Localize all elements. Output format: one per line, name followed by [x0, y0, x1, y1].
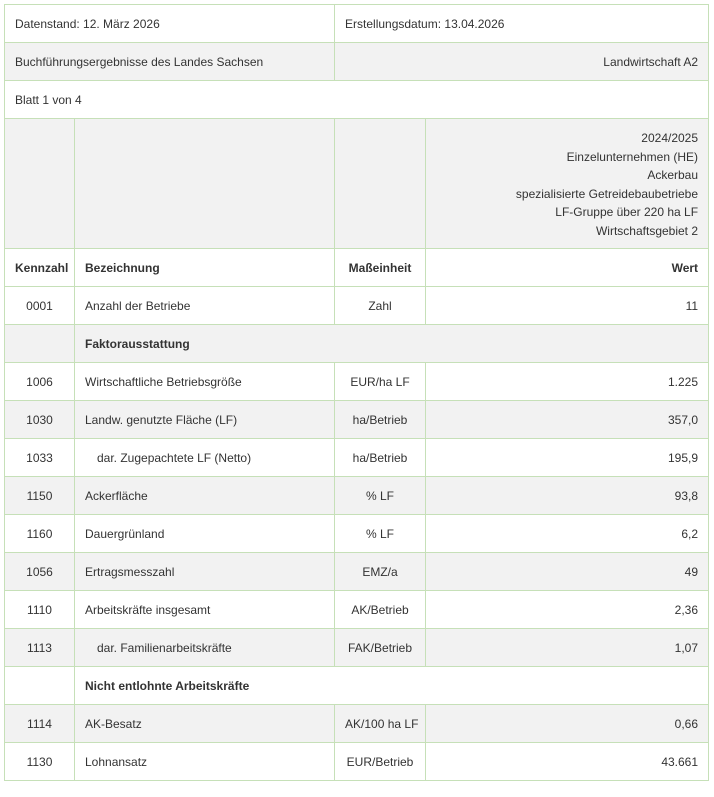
cell-einheit: AK/Betrieb [335, 591, 426, 629]
group-header-line: LF-Gruppe über 220 ha LF [555, 205, 699, 219]
cell-wert: 49 [426, 553, 709, 591]
col-kennzahl: Kennzahl [5, 249, 75, 287]
cell-kennzahl: 0001 [5, 287, 75, 325]
report-code: Landwirtschaft A2 [335, 43, 709, 81]
sheet-row [5, 81, 709, 119]
cell-einheit: ha/Betrieb [335, 439, 426, 477]
cell-bezeichnung: Landw. genutzte Fläche (LF) [75, 401, 335, 439]
cell-kennzahl: 1006 [5, 363, 75, 401]
table-row [5, 363, 709, 401]
cell-wert: 357,0 [426, 401, 709, 439]
table-row [5, 287, 709, 325]
cell-bezeichnung: Ertragsmesszahl [75, 553, 335, 591]
section-title: Nicht entlohnte Arbeitskräfte [75, 667, 709, 705]
section-kennzahl-empty [5, 325, 75, 363]
cell-wert: 2,36 [426, 591, 709, 629]
cell-einheit: % LF [335, 515, 426, 553]
cell-einheit: EMZ/a [335, 553, 426, 591]
cell-wert: 93,8 [426, 477, 709, 515]
datenstand: Datenstand: 12. März 2026 [5, 5, 335, 43]
cell-bezeichnung: Arbeitskräfte insgesamt [75, 591, 335, 629]
cell-einheit: EUR/ha LF [335, 363, 426, 401]
cell-wert: 43.661 [426, 743, 709, 781]
cell-kennzahl: 1110 [5, 591, 75, 629]
table-row [5, 629, 709, 667]
cell-bezeichnung: AK-Besatz [75, 705, 335, 743]
cell-wert: 1,07 [426, 629, 709, 667]
group-header-line: Ackerbau [647, 168, 699, 182]
group-header-cell [426, 119, 709, 249]
cell-kennzahl: 1114 [5, 705, 75, 743]
group-header-line: Einzelunternehmen (HE) [566, 149, 699, 164]
section-title: Faktorausstattung [75, 325, 709, 363]
section-kennzahl-empty [5, 667, 75, 705]
cell-bezeichnung: Dauergrünland [75, 515, 335, 553]
group-header-empty-1 [5, 119, 75, 249]
cell-einheit: ha/Betrieb [335, 401, 426, 439]
cell-einheit: EUR/Betrieb [335, 743, 426, 781]
cell-bezeichnung: dar. Familienarbeitskräfte [75, 629, 335, 667]
cell-kennzahl: 1030 [5, 401, 75, 439]
sheet-indicator: Blatt 1 von 4 [5, 81, 709, 119]
cell-einheit: AK/100 ha LF [335, 705, 426, 743]
cell-bezeichnung: Anzahl der Betriebe [75, 287, 335, 325]
group-header-empty-2 [75, 119, 335, 249]
group-header-row [5, 119, 709, 249]
section-row [5, 667, 709, 705]
table-row [5, 515, 709, 553]
report-container [4, 4, 708, 781]
cell-bezeichnung: Ackerfläche [75, 477, 335, 515]
cell-bezeichnung: Lohnansatz [75, 743, 335, 781]
report-title: Buchführungsergebnisse des Landes Sachsen [5, 43, 335, 81]
cell-kennzahl: 1160 [5, 515, 75, 553]
group-header-lines [436, 119, 698, 240]
cell-bezeichnung: dar. Zugepachtete LF (Netto) [75, 439, 335, 477]
cell-wert: 6,2 [426, 515, 709, 553]
table-row [5, 591, 709, 629]
table-row [5, 705, 709, 743]
cell-wert: 0,66 [426, 705, 709, 743]
erstellungsdatum: Erstellungsdatum: 13.04.2026 [335, 5, 709, 43]
cell-wert: 195,9 [426, 439, 709, 477]
table-row [5, 401, 709, 439]
table-row [5, 553, 709, 591]
table-row [5, 743, 709, 781]
group-header-line: Wirtschaftsgebiet 2 [595, 223, 699, 238]
meta-row-title [5, 43, 709, 81]
col-bezeichnung: Bezeichnung [75, 249, 335, 287]
col-wert: Wert [426, 249, 709, 287]
group-header-empty-3 [335, 119, 426, 249]
meta-row-dates [5, 5, 709, 43]
cell-einheit: FAK/Betrieb [335, 629, 426, 667]
cell-kennzahl: 1056 [5, 553, 75, 591]
section-row [5, 325, 709, 363]
cell-kennzahl: 1130 [5, 743, 75, 781]
table-row [5, 477, 709, 515]
cell-wert: 1.225 [426, 363, 709, 401]
cell-einheit: Zahl [335, 287, 426, 325]
cell-kennzahl: 1150 [5, 477, 75, 515]
table-row [5, 439, 709, 477]
cell-kennzahl: 1033 [5, 439, 75, 477]
cell-wert: 11 [426, 287, 709, 325]
group-header-line: spezialisierte Getreidebaubetriebe [515, 186, 699, 201]
cell-einheit: % LF [335, 477, 426, 515]
col-masseinheit: Maßeinheit [335, 249, 426, 287]
cell-bezeichnung: Wirtschaftliche Betriebsgröße [75, 363, 335, 401]
cell-kennzahl: 1113 [5, 629, 75, 667]
report-table [4, 4, 709, 781]
column-header-row [5, 249, 709, 287]
group-header-line: 2024/2025 [641, 131, 699, 145]
